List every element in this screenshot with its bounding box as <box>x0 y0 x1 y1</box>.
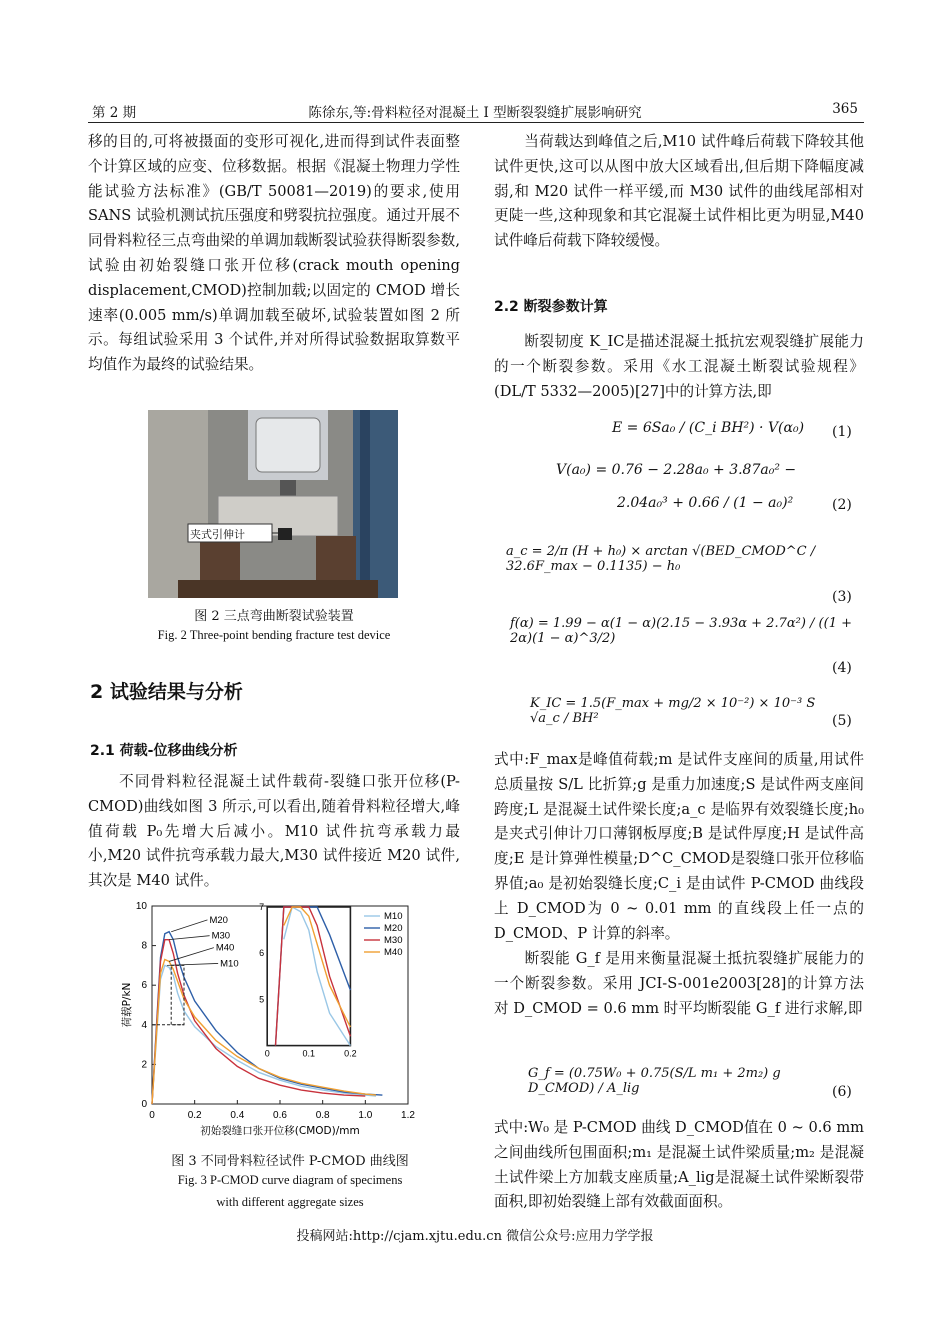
annotation-label: M40 <box>215 942 235 954</box>
x-tick-label: 0.8 <box>315 1110 330 1121</box>
y-tick-label: 4 <box>141 1019 147 1031</box>
fig2-photo <box>148 410 398 598</box>
y-tick-label: 6 <box>141 980 147 992</box>
equation-3-number: (3) <box>832 589 852 605</box>
equation-2-number: (2) <box>832 497 852 513</box>
fig2-caption-cn: 图 2 三点弯曲断裂试验装置 <box>194 609 354 624</box>
y-tick-label: 10 <box>135 901 147 912</box>
x-tick-label: 0.2 <box>187 1110 202 1121</box>
section-2-1-title: 2.1 荷载-位移曲线分析 <box>90 743 238 759</box>
fig3-caption-en-1: Fig. 3 P-CMOD curve diagram of specimens <box>177 1173 403 1187</box>
section-2-1-paragraph: 不同骨料粒径混凝土试件载荷-裂缝口张开位移(P-CMOD)曲线如图 3 所示,可以看出,随着骨料粒径增大,峰值荷载 P₀先增大后减小。M10 试件抗弯承载力最小,M20 试件抗弯承载力最大,M30 试件接近 M20 试件,其次是 M40 试件。 <box>88 773 460 890</box>
inset-y-tick-label: 7 <box>259 901 265 912</box>
fig3-chart-svg <box>120 896 420 1146</box>
fig2-caption-en: Fig. 2 Three-point bending fracture test device <box>157 628 391 642</box>
equation-2-line-a: V(a₀) = 0.76 − 2.28a₀ + 3.87a₀² − <box>556 462 797 478</box>
footer: 投稿网站:http://cjam.xjtu.edu.cn 微信公众号:应用力学学报 <box>296 1229 654 1244</box>
equation-2-line-b: 2.04a₀³ + 0.66 / (1 − a₀)² <box>617 495 794 511</box>
section-2-2-paragraph: 断裂韧度 K_IC是描述混凝土抵抗宏观裂缝扩展能力的一个断裂参数。采用《水工混凝土断裂试验规程》(DL/T 5332—2005)[27]中的计算方法,即 <box>494 333 864 400</box>
equation-5: K_IC = 1.5(F_max + mg/2 × 10⁻²) × 10⁻³ S √a_c / BH² <box>530 696 816 726</box>
equation-4: f(α) = 1.99 − α(1 − α)(2.15 − 3.93α + 2.7α²) / ((1 + 2α)(1 − α)^3/2) <box>510 616 852 646</box>
legend-label-m10: M10 <box>384 911 403 922</box>
section-2-title: 2 试验结果与分析 <box>90 681 243 703</box>
header-title: 陈徐东,等:骨料粒径对混凝土 I 型断裂裂缝扩展影响研究 <box>308 105 642 121</box>
x-tick-label: 1.0 <box>358 1110 373 1121</box>
fracture-energy-paragraph: 断裂能 G_f 是用来衡量混凝土抵抗裂缝扩展能力的一个断裂参数。采用 JCI-S-001e2003[28]的计算方法对 D_CMOD = 0.6 mm 时平均断裂能 G_f 进行求解,即 <box>494 950 864 1017</box>
fig3-caption-en-2: with different aggregate sizes <box>216 1195 364 1209</box>
x-axis-label: 初始裂缝口张开位移(CMOD)/mm <box>200 1125 360 1137</box>
y-tick-label: 0 <box>141 1099 147 1110</box>
fig3-chart <box>120 896 420 1137</box>
equation-3: a_c = 2/π (H + h₀) × arctan √(BED_CMOD^C / 32.6F_max − 0.1135) − h₀ <box>506 544 816 574</box>
header-rule <box>88 122 864 123</box>
where-paragraph-2: 式中:W₀ 是 P-CMOD 曲线 D_CMOD值在 0 ~ 0.6 mm 之间曲线所包围面积;m₁ 是混凝土试件梁质量;m₂ 是混凝土试件梁上方加载支座质量;A_lig是混凝土试件梁断裂带面积,即初始裂缝上部有效截面面积。 <box>494 1119 864 1211</box>
x-tick-label: 0.4 <box>230 1110 245 1121</box>
where-paragraph-1: 式中:F_max是峰值荷载;m 是试件支座间的质量,用试件总质量按 S/L 比折算;g 是重力加速度;S 是试件两支座间跨度;L 是混凝土试件梁长度;a_c 是临界有效裂缝长度;h₀ 是夹式引伸计刀口薄钢板厚度;B 是试件厚度;H 是试件高度;E 是计算弹性模量;D^C_CMOD是裂缝口张开位移临界值;a₀ 是初始裂缝长度;C_i 是由试件 P-CMOD 曲线段上 D_CMOD为 0 ~ 0.01 mm 的直线段上任一点的 D_CMOD、P 计算的斜率。 <box>494 751 864 942</box>
left-intro-paragraph: 移的目的,可将被摄面的变形可视化,进而得到试件表面整个计算区域的应变、位移数据。根据《混凝土物理力学性能试验方法标准》(GB/T 50081—2019)的要求,使用 SANS 试验机测试抗压强度和劈裂抗拉强度。通过开展不同骨料粒径三点弯曲梁的单调加载断裂试验获得断裂参数,试验由初始裂缝口张开位移(crack mouth opening displacement,CMOD)控制加载;以固定的 CMOD 增长速率(0.005 mm/s)单调加载至破坏,试验装置如图 2 所示。每组试验采用 3 个试件,并对所得试验数据取算数平均值作为最终的试验结果。 <box>88 133 460 374</box>
annotation-label: M10 <box>220 958 239 970</box>
equation-6: G_f = (0.75W₀ + 0.75(S/L m₁ + 2m₂) g D_CMOD) / A_lig <box>528 1066 781 1096</box>
inset-x-tick-label: 0 <box>264 1048 270 1059</box>
equation-1-number: (1) <box>832 424 852 440</box>
fig3-caption-cn: 图 3 不同骨料粒径试件 P-CMOD 曲线图 <box>171 1154 409 1169</box>
annotation-arrow <box>169 936 210 940</box>
inset-x-tick-label: 0.1 <box>302 1048 316 1059</box>
x-tick-label: 1.2 <box>401 1110 415 1121</box>
fig2-extensometer-label: 夹式引伸计 <box>190 528 245 541</box>
inset-y-tick-label: 6 <box>259 948 265 959</box>
y-tick-label: 8 <box>141 940 147 952</box>
right-intro-paragraph: 当荷载达到峰值之后,M10 试件峰后荷载下降较其他试件更快,这可以从图中放大区域看出,但后期下降幅度减弱,和 M20 试件一样平缓,而 M30 试件的曲线尾部相对更陡一些,这种现象和其它混凝土试件相比更为明显,M40 试件峰后荷载下降较缓慢。 <box>494 133 864 250</box>
equation-1: E = 6Sa₀ / (C_i BH²) · V(α₀) <box>612 420 805 436</box>
x-tick-label: 0.6 <box>273 1110 287 1121</box>
equation-4-number: (4) <box>832 660 852 676</box>
header-issue: 第 2 期 <box>92 105 137 121</box>
legend-label-m40: M40 <box>384 947 403 958</box>
header-page-number: 365 <box>832 101 858 117</box>
annotation-label: M30 <box>211 930 231 942</box>
legend-label-m20: M20 <box>384 923 403 934</box>
legend-label-m30: M30 <box>384 935 403 946</box>
inset-y-tick-label: 5 <box>259 994 265 1005</box>
x-tick-label: 0 <box>149 1110 155 1121</box>
section-2-2-title: 2.2 断裂参数计算 <box>494 299 608 315</box>
annotation-arrow <box>167 963 218 965</box>
inset-x-tick-label: 0.2 <box>344 1048 357 1059</box>
equation-5-number: (5) <box>832 713 852 729</box>
y-tick-label: 2 <box>141 1059 147 1071</box>
equation-6-number: (6) <box>832 1084 852 1100</box>
y-axis-label: 荷载P/kN <box>121 982 133 1028</box>
annotation-label: M20 <box>209 914 228 926</box>
annotation-arrow <box>171 920 207 932</box>
